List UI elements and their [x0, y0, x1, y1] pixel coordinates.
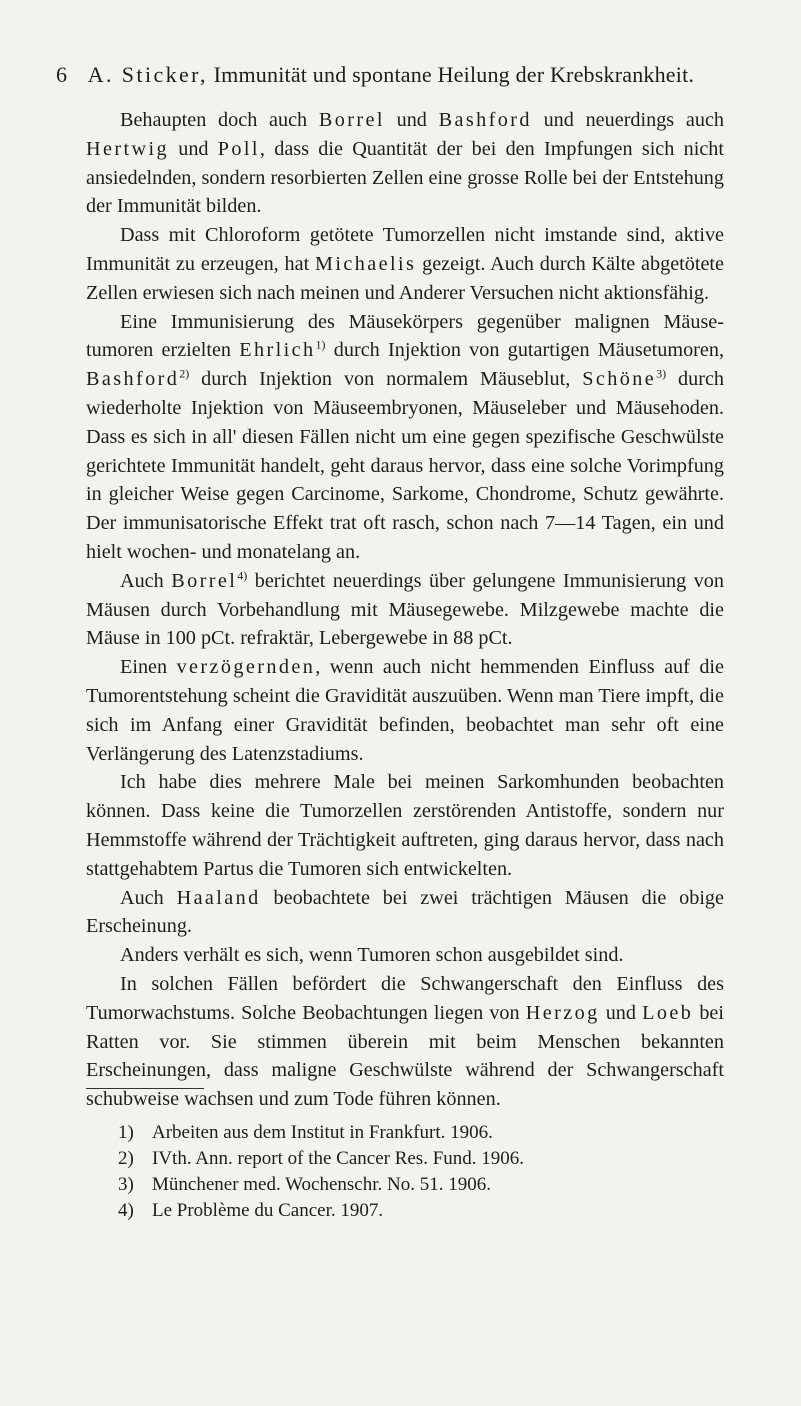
- footnote: [118, 1198, 638, 1224]
- footnote: [118, 1172, 638, 1198]
- body-text: [86, 106, 724, 1114]
- footnote-ref-1: 1): [315, 337, 326, 352]
- paragraph-4: [86, 567, 724, 653]
- text-run: , dass die Quantität der bei den Impfungen sich nicht ansiedelnden, sondern resorbierten Zellen eine grosse Rolle bei der Entstehung der Immunität bilden.: [86, 137, 724, 218]
- author-name-bashford: Bashford: [438, 109, 532, 131]
- footnote-text: Le Problème du Cancer. 1907.: [152, 1200, 384, 1221]
- paragraph-6: Ich habe dies mehrere Male bei meinen Sarkomhunden beobachten können. Dass keine die Tumorzellen zerstörenden Antistoffe, sondern nur Hemmstoffe während der Trächtigkeit auftreten, ging daraus hervor, dass nach stattgehabtem Partus die Tumoren sich entwickelten.: [86, 771, 724, 880]
- text-run: beobachtete bei zwei trächtigen Mäusen die obige Erscheinung.: [86, 886, 724, 938]
- text-run: und: [168, 137, 218, 160]
- emphasis-verzoegernden: verzögernden: [176, 656, 316, 679]
- text-run: und: [599, 1001, 643, 1024]
- paragraph-1: [86, 106, 724, 221]
- text-run: Einen: [120, 656, 177, 679]
- text-run: Eine Immunisierung des Mäusekörpers gegenüber malignen Mäusetumoren erzielten: [86, 310, 724, 362]
- author-name-haaland: Haaland: [176, 886, 261, 909]
- text-run: durch Injektion von gutartigen Mäusetumoren,: [325, 339, 724, 362]
- author-name-ehrlich: Ehrlich: [239, 339, 316, 362]
- footnote-marker: 1): [118, 1122, 134, 1143]
- footnote-marker: 3): [118, 1174, 134, 1195]
- running-header: [56, 62, 716, 88]
- text-run: , wenn auch nicht hemmenden Einfluss auf die Tumorentstehung scheint die Gravidität auszuüben. Wenn man Tiere impft, die sich im Anfang einer Gravidität befinden, beobachtet man sehr oft eine Verlängerung des Latenzstadiums.: [86, 656, 724, 765]
- author-name-loeb: Loeb: [642, 1001, 694, 1024]
- paragraph-3: [86, 308, 724, 567]
- author-name-poll: Poll: [217, 137, 260, 160]
- text-run: Auch: [120, 886, 177, 909]
- footnotes: [118, 1120, 638, 1224]
- footnote-text: Arbeiten aus dem Institut in Frankfurt. 1906.: [152, 1122, 493, 1143]
- footnote-ref-3: 3): [656, 366, 667, 381]
- paragraph-7: [86, 884, 724, 942]
- text-run: durch Injektion von normalem Mäuseblut,: [189, 368, 583, 391]
- footnote-text: IVth. Ann. report of the Cancer Res. Fund. 1906.: [152, 1148, 525, 1169]
- text-run: berichtet neuerdings über gelungene Immunisierung von Mäusen durch Vorbehandlung mit Mäusegewebe. Milzgewebe machte die Mäuse in 100 pCt. refraktär, Lebergewebe in 88 pCt.: [86, 569, 724, 650]
- author-name-borrel: Borrel: [171, 569, 238, 592]
- text-run: durch wiederholte Injektion von Mäuseembryonen, Mäuseleber und Mäusehoden. Dass es sich in all' diesen Fällen nicht um eine gegen spezifische Geschwülste gerichtete Immunität handelt, geht daraus hervor, dass eine solche Vorimpfung in gleicher Weise gegen Carcinome, Sarkome, Chondrome, Schutz gewährte. Der immunisatorische Effekt trat oft rasch, schon nach 7—14 Tagen, ein und hielt wochen- und monatelang an.: [86, 368, 725, 563]
- author-name-borrel: Borrel: [318, 109, 385, 131]
- text-run: und neuerdings auch: [531, 109, 725, 131]
- paragraph-9: [86, 970, 724, 1114]
- paragraph-2: [86, 221, 724, 307]
- footnote-marker: 2): [118, 1148, 134, 1169]
- text-run: bei Ratten vor. Sie stimmen überein mit beim Menschen bekannten Erscheinungen, dass maligne Geschwülste während der Schwangerschaft schubweise wachsen und zum Tode führen können.: [86, 1001, 724, 1111]
- author-name-schoene: Schöne: [582, 368, 657, 391]
- author-name-hertwig: Hertwig: [86, 137, 169, 160]
- text-run: In solchen Fällen befördert die Schwangerschaft den Einfluss des Tumorwachstums. Solche Beobachtungen liegen von: [86, 972, 724, 1024]
- text-run: Auch: [120, 569, 172, 592]
- footnote-divider: [86, 1088, 204, 1089]
- text-run: gezeigt. Auch durch Kälte abgetötete Zellen erwiesen sich nach meinen und Anderer Versuchen nicht aktionsfähig.: [86, 252, 724, 304]
- author-name-bashford: Bashford: [86, 368, 180, 391]
- footnote: [118, 1120, 638, 1146]
- text-run: Dass mit Chloroform getötete Tumorzellen nicht imstande sind, aktive Immunität zu erzeugen, hat: [86, 224, 724, 275]
- header-title: Immunität und spontane Heilung der Krebskrankheit.: [213, 62, 695, 87]
- page-number: 6: [56, 62, 68, 87]
- paragraph-5: [86, 653, 724, 768]
- header-author: A. Sticker,: [87, 62, 208, 87]
- footnote-ref-4: 4): [237, 568, 248, 583]
- footnote-text: Münchener med. Wochenschr. No. 51. 1906.: [152, 1174, 491, 1195]
- author-name-herzog: Herzog: [525, 1001, 600, 1024]
- footnote-ref-2: 2): [179, 366, 190, 381]
- text-run: und: [384, 109, 439, 131]
- text-run: Behaupten doch auch: [120, 109, 319, 131]
- author-name-michaelis: Michaelis: [315, 252, 417, 275]
- footnote: [118, 1146, 638, 1172]
- paragraph-8: Anders verhält es sich, wenn Tumoren schon ausgebildet sind.: [120, 944, 624, 967]
- footnote-marker: 4): [118, 1200, 134, 1221]
